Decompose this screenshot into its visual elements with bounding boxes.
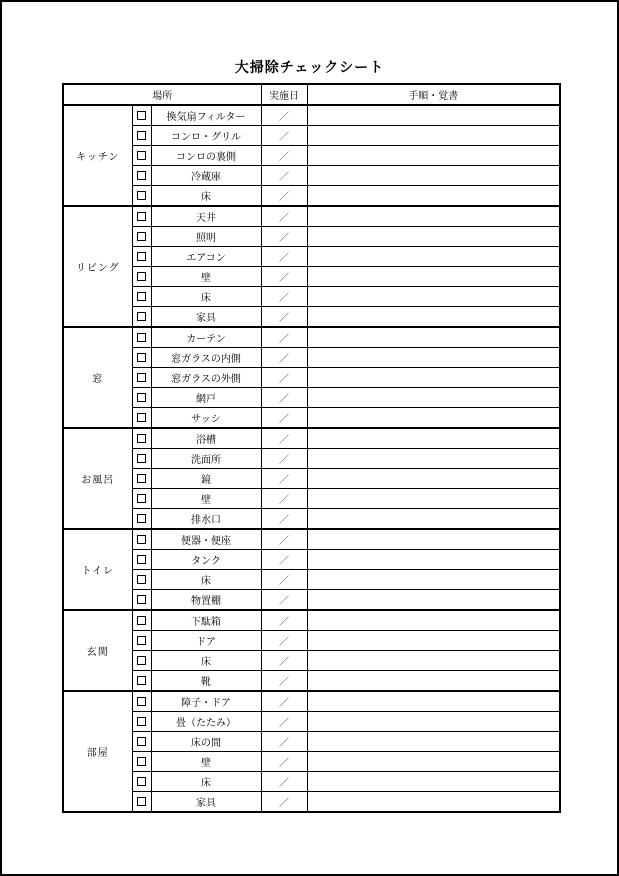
date-separator: ／: [279, 273, 290, 284]
checkbox-icon[interactable]: [137, 616, 146, 625]
item-label: 照明: [151, 227, 261, 247]
date-separator: ／: [279, 455, 290, 466]
item-label: 便器・便座: [151, 529, 261, 550]
item-label: 壁: [151, 267, 261, 287]
item-label: 床: [151, 287, 261, 307]
date-separator: ／: [279, 637, 290, 648]
date-cell[interactable]: [261, 610, 307, 631]
date-separator: ／: [279, 515, 290, 526]
date-separator: ／: [279, 192, 290, 203]
notes-cell[interactable]: [307, 732, 560, 752]
checkbox-cell[interactable]: [132, 146, 151, 166]
date-separator: ／: [279, 758, 290, 769]
checkbox-cell[interactable]: [132, 570, 151, 590]
date-cell[interactable]: [261, 247, 307, 267]
checkbox-icon[interactable]: [137, 252, 146, 261]
checkbox-icon[interactable]: [137, 494, 146, 503]
date-cell[interactable]: [261, 368, 307, 388]
date-separator: ／: [279, 354, 290, 365]
date-cell[interactable]: [261, 529, 307, 550]
checkbox-cell[interactable]: [132, 247, 151, 267]
checkbox-cell[interactable]: [132, 631, 151, 651]
checkbox-cell[interactable]: [132, 388, 151, 408]
checkbox-icon[interactable]: [137, 212, 146, 221]
checkbox-cell[interactable]: [132, 732, 151, 752]
header-date: 実施日: [261, 84, 307, 105]
place-label: お風呂: [63, 428, 132, 529]
item-label: 障子・ドア: [151, 691, 261, 712]
place-label: 部屋: [63, 691, 132, 812]
place-label: リビング: [63, 206, 132, 327]
notes-cell[interactable]: [307, 388, 560, 408]
date-cell[interactable]: [261, 792, 307, 813]
checkbox-cell[interactable]: [132, 206, 151, 227]
table-row: [63, 732, 560, 752]
date-separator: ／: [279, 435, 290, 446]
table-row: [63, 610, 560, 631]
checkbox-icon[interactable]: [137, 777, 146, 786]
checkbox-cell[interactable]: [132, 712, 151, 732]
place-label: 窓: [63, 327, 132, 428]
date-separator: ／: [279, 475, 290, 486]
notes-cell[interactable]: [307, 772, 560, 792]
checkbox-cell[interactable]: [132, 489, 151, 509]
date-separator: ／: [279, 293, 290, 304]
place-label: キッチン: [63, 105, 132, 206]
table-row: [63, 166, 560, 186]
checkbox-icon[interactable]: [137, 636, 146, 645]
notes-cell[interactable]: [307, 105, 560, 126]
table-row: [63, 186, 560, 207]
table-row: [63, 792, 560, 813]
date-separator: ／: [279, 132, 290, 143]
checkbox-icon[interactable]: [137, 514, 146, 523]
checkbox-cell[interactable]: [132, 651, 151, 671]
notes-cell[interactable]: [307, 610, 560, 631]
date-separator: ／: [279, 112, 290, 123]
checkbox-cell[interactable]: [132, 529, 151, 550]
checkbox-cell[interactable]: [132, 166, 151, 186]
date-separator: ／: [279, 798, 290, 809]
table-row: [63, 368, 560, 388]
date-cell[interactable]: [261, 712, 307, 732]
table-row: [63, 348, 560, 368]
date-cell[interactable]: [261, 105, 307, 126]
date-cell[interactable]: [261, 671, 307, 692]
date-separator: ／: [279, 394, 290, 405]
notes-cell[interactable]: [307, 327, 560, 348]
table-row: [63, 267, 560, 287]
checkbox-icon[interactable]: [137, 474, 146, 483]
date-cell[interactable]: [261, 307, 307, 328]
header-notes: 手順・覚書: [307, 84, 560, 105]
table-row: [63, 631, 560, 651]
notes-cell[interactable]: [307, 348, 560, 368]
notes-cell[interactable]: [307, 509, 560, 530]
date-cell[interactable]: [261, 691, 307, 712]
checkbox-icon[interactable]: [137, 717, 146, 726]
notes-cell[interactable]: [307, 428, 560, 449]
notes-cell[interactable]: [307, 186, 560, 207]
notes-cell[interactable]: [307, 126, 560, 146]
notes-cell[interactable]: [307, 590, 560, 611]
checklist-table: [62, 83, 561, 813]
date-separator: ／: [279, 576, 290, 587]
notes-cell[interactable]: [307, 408, 560, 429]
notes-cell[interactable]: [307, 368, 560, 388]
date-separator: ／: [279, 172, 290, 183]
item-label: 壁: [151, 489, 261, 509]
date-cell[interactable]: [261, 166, 307, 186]
checkbox-icon[interactable]: [137, 353, 146, 362]
date-cell[interactable]: [261, 772, 307, 792]
checkbox-icon[interactable]: [137, 413, 146, 422]
item-label: 洗面所: [151, 449, 261, 469]
date-cell[interactable]: [261, 550, 307, 570]
item-label: タンク: [151, 550, 261, 570]
checkbox-cell[interactable]: [132, 227, 151, 247]
date-cell[interactable]: [261, 590, 307, 611]
item-label: 鏡: [151, 469, 261, 489]
checkbox-cell[interactable]: [132, 469, 151, 489]
checkbox-cell[interactable]: [132, 590, 151, 611]
notes-cell[interactable]: [307, 529, 560, 550]
checkbox-icon[interactable]: [137, 737, 146, 746]
item-label: 下駄箱: [151, 610, 261, 631]
checkbox-cell[interactable]: [132, 307, 151, 328]
table-row: [63, 752, 560, 772]
checkbox-icon[interactable]: [137, 676, 146, 685]
header-place: 場所: [63, 84, 261, 105]
item-label: コンロの裏側: [151, 146, 261, 166]
checkbox-cell[interactable]: [132, 610, 151, 631]
notes-cell[interactable]: [307, 449, 560, 469]
date-cell[interactable]: [261, 469, 307, 489]
notes-cell[interactable]: [307, 671, 560, 692]
notes-cell[interactable]: [307, 287, 560, 307]
item-label: 床の間: [151, 732, 261, 752]
date-cell[interactable]: [261, 631, 307, 651]
checkbox-icon[interactable]: [137, 434, 146, 443]
date-separator: ／: [279, 495, 290, 506]
date-cell[interactable]: [261, 227, 307, 247]
checkbox-cell[interactable]: [132, 509, 151, 530]
checkbox-cell[interactable]: [132, 772, 151, 792]
table-row: [63, 388, 560, 408]
date-separator: ／: [279, 778, 290, 789]
checkbox-cell[interactable]: [132, 348, 151, 368]
checkbox-icon[interactable]: [137, 797, 146, 806]
date-separator: ／: [279, 414, 290, 425]
item-label: ドア: [151, 631, 261, 651]
item-label: 天井: [151, 206, 261, 227]
date-separator: ／: [279, 253, 290, 264]
item-label: 物置棚: [151, 590, 261, 611]
item-label: 靴: [151, 671, 261, 692]
checkbox-icon[interactable]: [137, 595, 146, 604]
checkbox-icon[interactable]: [137, 656, 146, 665]
checkbox-cell[interactable]: [132, 671, 151, 692]
notes-cell[interactable]: [307, 550, 560, 570]
date-separator: ／: [279, 233, 290, 244]
table-row: [63, 327, 560, 348]
place-label: トイレ: [63, 529, 132, 610]
date-separator: ／: [279, 617, 290, 628]
date-cell[interactable]: [261, 267, 307, 287]
checkbox-cell[interactable]: [132, 752, 151, 772]
checklist-body: [63, 105, 560, 812]
date-cell[interactable]: [261, 732, 307, 752]
date-separator: ／: [279, 596, 290, 607]
table-row: [63, 570, 560, 590]
table-row: [63, 469, 560, 489]
table-row: [63, 590, 560, 611]
table-row: [63, 206, 560, 227]
item-label: エアコン: [151, 247, 261, 267]
date-cell[interactable]: [261, 206, 307, 227]
item-label: 畳（たたみ）: [151, 712, 261, 732]
checkbox-cell[interactable]: [132, 408, 151, 429]
date-separator: ／: [279, 738, 290, 749]
checkbox-cell[interactable]: [132, 792, 151, 813]
checkbox-icon[interactable]: [137, 171, 146, 180]
checkbox-cell[interactable]: [132, 327, 151, 348]
date-cell[interactable]: [261, 287, 307, 307]
checkbox-cell[interactable]: [132, 368, 151, 388]
table-row: [63, 105, 560, 126]
date-separator: ／: [279, 556, 290, 567]
date-separator: ／: [279, 698, 290, 709]
date-cell[interactable]: [261, 428, 307, 449]
table-row: [63, 287, 560, 307]
notes-cell[interactable]: [307, 146, 560, 166]
date-cell[interactable]: [261, 570, 307, 590]
date-cell[interactable]: [261, 489, 307, 509]
table-row: [63, 550, 560, 570]
item-label: 浴槽: [151, 428, 261, 449]
notes-cell[interactable]: [307, 267, 560, 287]
notes-cell[interactable]: [307, 469, 560, 489]
table-row: [63, 247, 560, 267]
table-row: [63, 449, 560, 469]
item-label: サッシ: [151, 408, 261, 429]
table-row: [63, 671, 560, 692]
checkbox-icon[interactable]: [137, 333, 146, 342]
notes-cell[interactable]: [307, 227, 560, 247]
notes-cell[interactable]: [307, 631, 560, 651]
date-separator: ／: [279, 152, 290, 163]
page-title: 大掃除チェックシート: [234, 60, 385, 76]
checkbox-icon[interactable]: [137, 191, 146, 200]
item-label: 床: [151, 570, 261, 590]
notes-cell[interactable]: [307, 570, 560, 590]
date-separator: ／: [279, 677, 290, 688]
checkbox-icon[interactable]: [137, 272, 146, 281]
notes-cell[interactable]: [307, 792, 560, 813]
checkbox-icon[interactable]: [137, 454, 146, 463]
date-separator: ／: [279, 718, 290, 729]
checkbox-cell[interactable]: [132, 105, 151, 126]
checkbox-icon[interactable]: [137, 697, 146, 706]
checkbox-icon[interactable]: [137, 292, 146, 301]
table-row: [63, 227, 560, 247]
item-label: 壁: [151, 752, 261, 772]
date-separator: ／: [279, 536, 290, 547]
notes-cell[interactable]: [307, 691, 560, 712]
item-label: 網戸: [151, 388, 261, 408]
date-separator: ／: [279, 313, 290, 324]
item-label: 床: [151, 186, 261, 207]
notes-cell[interactable]: [307, 489, 560, 509]
table-row: [63, 651, 560, 671]
date-cell[interactable]: [261, 449, 307, 469]
date-cell[interactable]: [261, 388, 307, 408]
header-row: [63, 84, 560, 105]
checkbox-icon[interactable]: [137, 232, 146, 241]
place-label: 玄関: [63, 610, 132, 691]
notes-cell[interactable]: [307, 307, 560, 328]
checkbox-cell[interactable]: [132, 126, 151, 146]
table-row: [63, 509, 560, 530]
date-separator: ／: [279, 334, 290, 345]
notes-cell[interactable]: [307, 166, 560, 186]
date-cell[interactable]: [261, 752, 307, 772]
checkbox-cell[interactable]: [132, 428, 151, 449]
item-label: 窓ガラスの内側: [151, 348, 261, 368]
item-label: 床: [151, 651, 261, 671]
checkbox-icon[interactable]: [137, 535, 146, 544]
item-label: 家具: [151, 792, 261, 813]
date-cell[interactable]: [261, 509, 307, 530]
table-row: [63, 428, 560, 449]
date-separator: ／: [279, 374, 290, 385]
table-row: [63, 126, 560, 146]
date-cell[interactable]: [261, 126, 307, 146]
table-row: [63, 529, 560, 550]
date-cell[interactable]: [261, 408, 307, 429]
checkbox-icon[interactable]: [137, 757, 146, 766]
notes-cell[interactable]: [307, 712, 560, 732]
item-label: コンロ・グリル: [151, 126, 261, 146]
date-separator: ／: [279, 657, 290, 668]
table-row: [63, 408, 560, 429]
item-label: 床: [151, 772, 261, 792]
notes-cell[interactable]: [307, 206, 560, 227]
date-separator: ／: [279, 213, 290, 224]
date-cell[interactable]: [261, 327, 307, 348]
item-label: 窓ガラスの外側: [151, 368, 261, 388]
item-label: 家具: [151, 307, 261, 328]
checkbox-icon[interactable]: [137, 151, 146, 160]
table-row: [63, 146, 560, 166]
date-cell[interactable]: [261, 186, 307, 207]
notes-cell[interactable]: [307, 651, 560, 671]
checkbox-cell[interactable]: [132, 550, 151, 570]
item-label: カーテン: [151, 327, 261, 348]
item-label: 排水口: [151, 509, 261, 530]
checkbox-icon[interactable]: [137, 131, 146, 140]
table-row: [63, 712, 560, 732]
notes-cell[interactable]: [307, 752, 560, 772]
table-row: [63, 691, 560, 712]
notes-cell[interactable]: [307, 247, 560, 267]
item-label: 冷蔵庫: [151, 166, 261, 186]
checkbox-cell[interactable]: [132, 186, 151, 207]
table-row: [63, 307, 560, 328]
checkbox-icon[interactable]: [137, 555, 146, 564]
checkbox-icon[interactable]: [137, 312, 146, 321]
checkbox-icon[interactable]: [137, 373, 146, 382]
date-cell[interactable]: [261, 146, 307, 166]
table-row: [63, 772, 560, 792]
checkbox-icon[interactable]: [137, 111, 146, 120]
date-cell[interactable]: [261, 348, 307, 368]
checkbox-cell[interactable]: [132, 449, 151, 469]
checkbox-icon[interactable]: [137, 575, 146, 584]
item-label: 換気扇フィルター: [151, 105, 261, 126]
checkbox-cell[interactable]: [132, 267, 151, 287]
checkbox-cell[interactable]: [132, 287, 151, 307]
table-row: [63, 489, 560, 509]
checkbox-cell[interactable]: [132, 691, 151, 712]
checkbox-icon[interactable]: [137, 393, 146, 402]
date-cell[interactable]: [261, 651, 307, 671]
